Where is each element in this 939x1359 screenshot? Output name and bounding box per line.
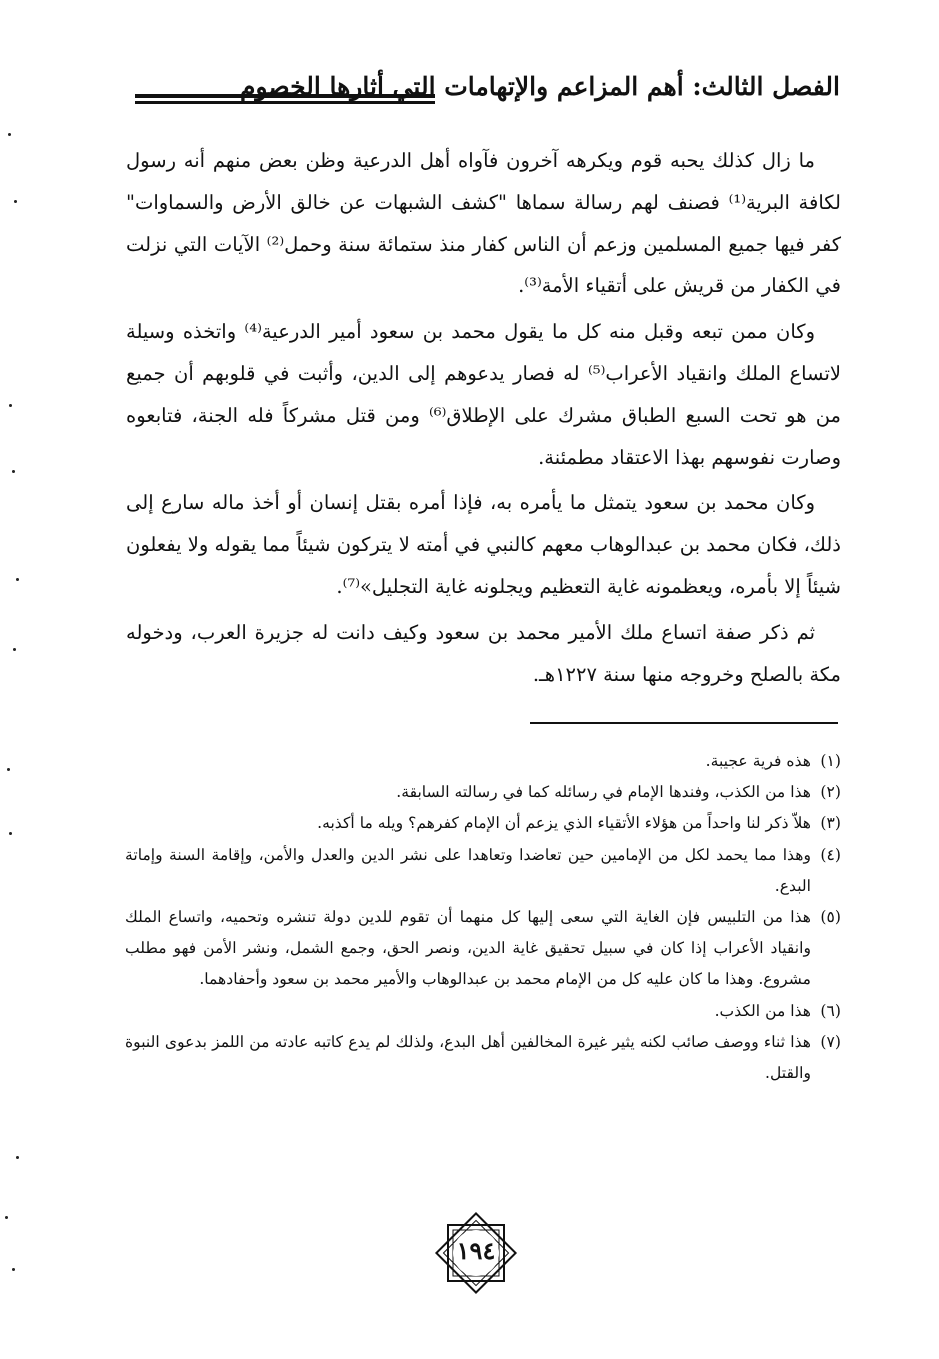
footnote — [125, 746, 841, 777]
footnote-text: هذه فرية عجيبة. — [705, 752, 811, 770]
page-number-badge — [433, 1210, 519, 1296]
scan-speck — [9, 832, 12, 835]
scan-speck — [8, 133, 11, 136]
footnote-text: هلاّ ذكر لنا واحداً من هؤلاء الأتقياء الذي يزعم أن الإمام كفرهم؟ ويله ما أكذبه. — [317, 814, 811, 833]
footnote-number: (٦) — [820, 1001, 841, 1020]
footnote — [125, 840, 841, 902]
paragraph: وكان محمد بن سعود يتمثل ما يأمره به، فإذا أمره بقتل إنسان أو أخذ ماله سارع إلى ذلك، فكان محمد بن عبدالوهاب معهم كالنبي في أمته لا يتركون شيئاً مما يقوله ولا يفعلون شيئاً إلا بأمره، ويعظمونه غاية التعظيم ويجلونه غاية التجليل»⁽⁷⁾. — [126, 491, 841, 598]
chapter-title: الفصل الثالث: أهم المزاعم والإتهامات التي أثارها الخصوم — [240, 72, 840, 101]
footnote — [125, 808, 841, 839]
main-text — [126, 140, 841, 695]
scan-speck — [5, 1216, 8, 1219]
scan-speck — [12, 1268, 15, 1271]
footnote-number: (١) — [820, 752, 841, 770]
scan-speck — [13, 648, 16, 651]
footnote — [125, 1027, 841, 1089]
footnote-number: (٤) — [820, 845, 841, 864]
scan-speck — [7, 768, 10, 771]
footnote-number: (٥) — [820, 908, 841, 927]
footnote-text: وهذا مما يحمد لكل من الإمامين حين تعاضدا وتعاهدا على نشر الدين والعدل والأمن، وإقامة السنة وإماتة البدع. — [125, 845, 811, 895]
footnote-number: (٧) — [820, 1032, 841, 1051]
page-number: ١٩٤ — [456, 1236, 496, 1265]
footnote-text: هذا ثناء ووصف صائب لكنه يثير غيرة المخالفين أهل البدع، ولذلك لم يدع كاتبه عادته من اللمز بدعوى النبوة والقتل. — [125, 1032, 811, 1083]
scan-speck — [16, 1156, 19, 1159]
paragraph: ما زال كذلك يحبه قوم ويكرهه آخرون فآواه أهل الدرعية وظن بعض منهم أنه رسول لكافة البرية⁽¹⁾ فصنف لهم رسالة سماها "كشف الشبهات عن خالق الأرض والسماوات" كفر فيها جميع المسلمين وزعم أن الناس كفار منذ ستمائة سنة وحمل⁽²⁾ الآيات التي نزلت في الكفار من قريش على أتقياء الأمة⁽³⁾. — [126, 149, 841, 298]
footnote — [125, 902, 841, 996]
header-rule — [135, 94, 435, 104]
footnotes — [125, 746, 841, 1089]
footnote-text: هذا من الكذب، وفندها الإمام في رسائله كما في رسالته السابقة. — [396, 783, 811, 802]
paragraph: ثم ذكر صفة اتساع ملك الأمير محمد بن سعود وكيف دانت له جزيرة العرب، ودخوله مكة بالصلح وخروجه منها سنة ١٢٢٧هـ. — [126, 620, 841, 686]
footnote-text: هذا من التلبيس فإن الغاية التي سعى إليها كل منهما أن تقوم للدين دولة تنشره وتحميه، واتساع الملك وانقياد الأعراب إذا كان في سبيل تحقيق غاية الدين، ونصر الحق، وجمع الشمل، ونشر الأمن فهو مطلب مشروع. وهذا ما كان عليه كل من الإمام محمد بن عبدالوهاب والأمير محمد بن سعود وأحفادهما. — [125, 908, 811, 989]
footnote — [125, 777, 841, 808]
footnote-number: (٢) — [820, 783, 841, 802]
footnote-text: هذا من الكذب. — [714, 1001, 811, 1020]
footnote — [125, 996, 841, 1027]
scan-speck — [9, 404, 12, 407]
footnote-separator — [530, 722, 838, 724]
scan-speck — [16, 578, 19, 581]
paragraph: وكان ممن تبعه وقبل منه كل ما يقول محمد بن سعود أمير الدرعية⁽⁴⁾ واتخذه وسيلة لاتساع الملك وانقياد الأعراب⁽⁵⁾ له فصار يدعوهم إلى الدين، وأثبت في قلوبهم أن جميع من هو تحت السبع الطباق مشرك على الإطلاق⁽⁶⁾ ومن قتل مشركاً فله الجنة، فتابعوه وصارت نفوسهم بهذا الاعتقاد مطمئنة. — [126, 320, 842, 469]
scan-speck — [14, 200, 17, 203]
footnote-number: (٣) — [820, 814, 841, 833]
running-header — [95, 70, 840, 114]
scan-speck — [12, 470, 15, 473]
